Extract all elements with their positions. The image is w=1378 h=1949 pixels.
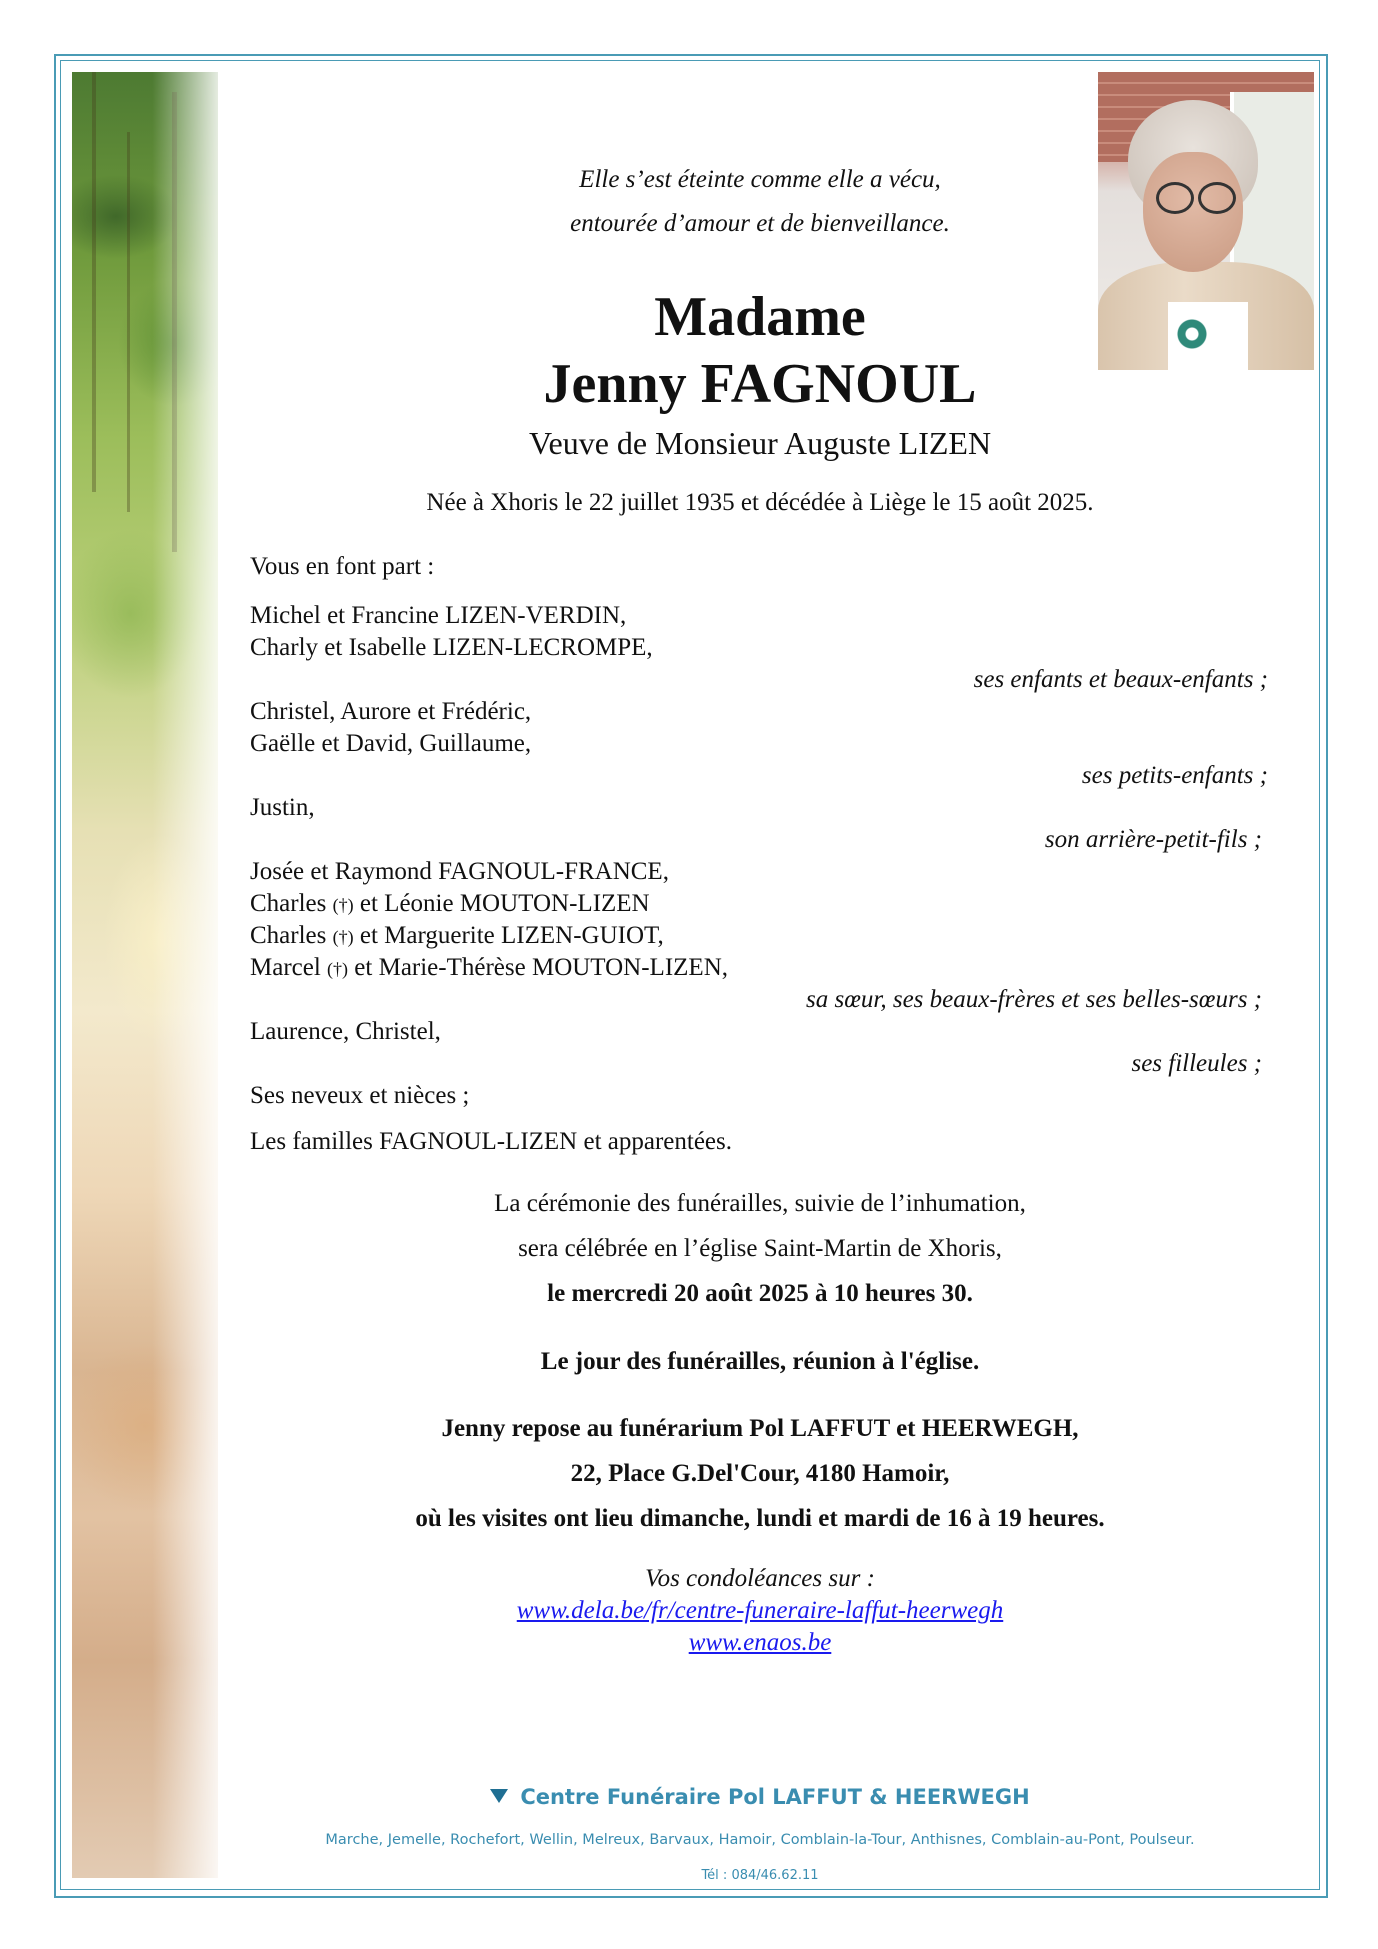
birth-death-dates: Née à Xhoris le 22 juillet 1935 et décédée à Liège le 15 août 2025.	[426, 489, 1094, 516]
families: Les familles FAGNOUL-LIZEN et apparentées.	[250, 1128, 733, 1155]
deceased-cross: (†)	[327, 959, 349, 979]
funeral-home-name	[250, 1785, 1270, 1809]
widow-of: Veuve de Monsieur Auguste LIZEN	[528, 425, 992, 461]
sibling-1-text: Josée et Raymond FAGNOUL-FRANCE,	[250, 858, 669, 885]
children-relation: ses enfants et beaux-enfants ;	[973, 666, 1268, 693]
honorific: Madame	[654, 286, 866, 348]
sibling-3-partner: et Marguerite LIZEN-GUIOT,	[353, 922, 664, 949]
ceremony-line-2: sera célébrée en l’église Saint-Martin de Xhoris,	[518, 1235, 1002, 1262]
siblings-relation: sa sœur, ses beaux-frères et ses belles-sœurs ;	[806, 986, 1262, 1013]
sibling-3-name: Charles	[250, 922, 333, 949]
epitaph-line-1: Elle s’est éteinte comme elle a vécu,	[579, 166, 941, 193]
epitaph-line-2: entourée d’amour et de bienveillance.	[570, 210, 950, 237]
funeral-home-phone: Tél : 084/46.62.11	[701, 1868, 819, 1883]
deceased-cross: (†)	[332, 895, 354, 915]
children-1: Michel et Francine LIZEN-VERDIN,	[250, 602, 627, 629]
sibling-4-name: Marcel	[250, 954, 328, 981]
triangle-down-icon	[490, 1789, 508, 1803]
rest-line-2: 22, Place G.Del'Cour, 4180 Hamoir,	[570, 1460, 950, 1487]
greatgrandchild-relation: son arrière-petit-fils ;	[1044, 826, 1262, 853]
grandchildren-relation: ses petits-enfants ;	[1081, 762, 1268, 789]
condolences-label: Vos condoléances sur :	[645, 1565, 875, 1592]
sibling-2-name: Charles	[250, 890, 333, 917]
condolences-link-enaos[interactable]: www.enaos.be	[688, 1629, 832, 1656]
sibling-4	[250, 954, 728, 982]
sibling-3	[250, 922, 664, 950]
condolences-link-dela[interactable]: www.dela.be/fr/centre-funeraire-laffut-heerwegh	[516, 1597, 1004, 1624]
deceased-name: Jenny FAGNOUL	[543, 353, 977, 415]
sibling-2-partner: et Léonie MOUTON-LIZEN	[353, 890, 650, 917]
sibling-4-partner: et Marie-Thérèse MOUTON-LIZEN,	[348, 954, 729, 981]
grandchildren-1: Christel, Aurore et Frédéric,	[250, 698, 532, 725]
rest-line-1: Jenny repose au funérarium Pol LAFFUT et HEERWEGH,	[441, 1415, 1079, 1442]
deceased-cross: (†)	[332, 927, 354, 947]
sibling-1	[250, 858, 669, 886]
goddaughters-relation: ses filleules ;	[1131, 1050, 1262, 1077]
announce-label: Vous en font part :	[250, 553, 435, 580]
ceremony-line-1: La cérémonie des funérailles, suivie de l’inhumation,	[494, 1190, 1026, 1217]
rest-line-3: où les visites ont lieu dimanche, lundi et mardi de 16 à 19 heures.	[415, 1505, 1105, 1532]
children-2: Charly et Isabelle LIZEN-LECROMPE,	[250, 634, 653, 661]
funeral-home-name-text: Centre Funéraire Pol LAFFUT & HEERWEGH	[520, 1785, 1030, 1809]
goddaughters: Laurence, Christel,	[250, 1018, 441, 1045]
greatgrandchild: Justin,	[250, 794, 315, 821]
ceremony-date: le mercredi 20 août 2025 à 10 heures 30.	[547, 1280, 973, 1307]
grandchildren-2: Gaëlle et David, Guillaume,	[250, 730, 532, 757]
meeting-info: Le jour des funérailles, réunion à l'église.	[540, 1348, 980, 1375]
sibling-2	[250, 890, 650, 918]
nephews-nieces: Ses neveux et nièces ;	[250, 1082, 470, 1109]
forest-fade	[72, 72, 218, 1878]
funeral-home-locations: Marche, Jemelle, Rochefort, Wellin, Melreux, Barvaux, Hamoir, Comblain-la-Tour, Anthisnes, Comblain-au-Pont, Poulseur.	[325, 1832, 1195, 1848]
